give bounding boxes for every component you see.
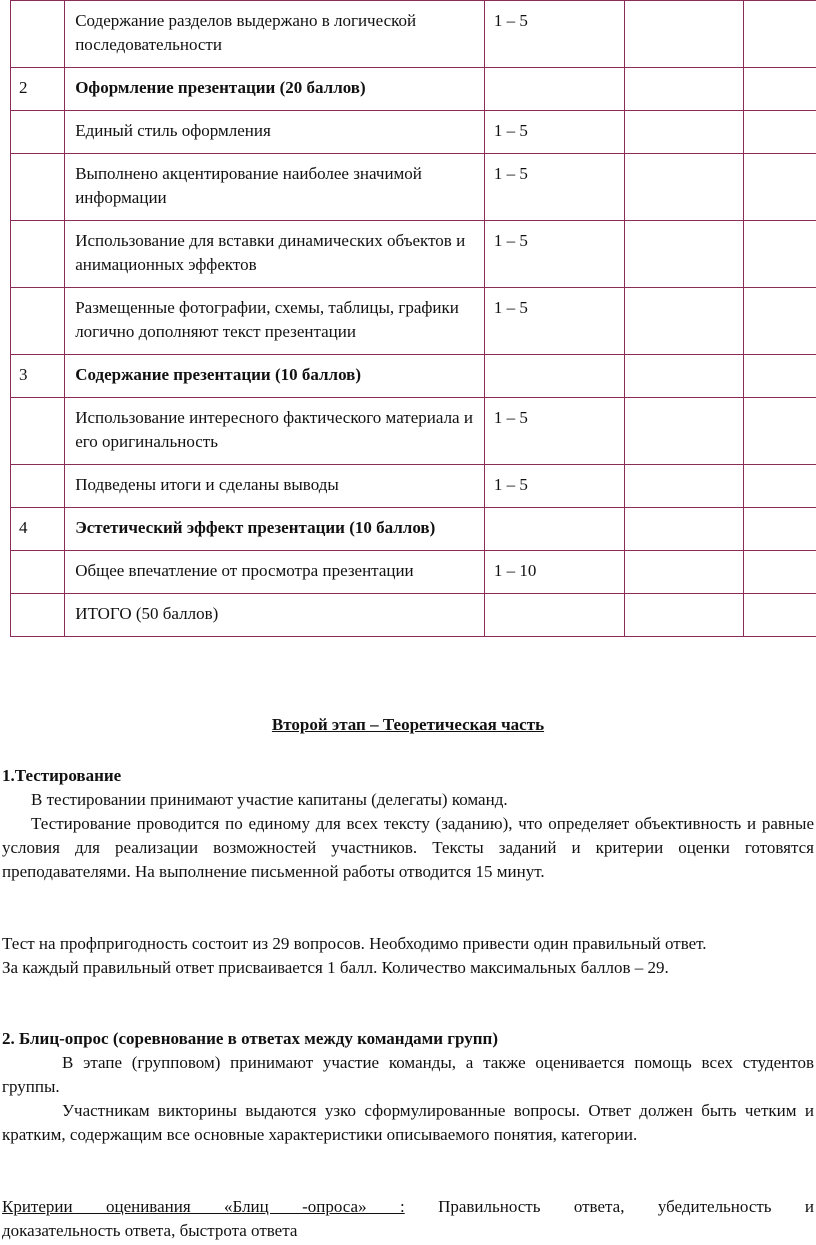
table-row: [11, 398, 816, 465]
section2-title: 2. Блиц-опрос (соревнование в ответах между командами групп): [2, 1029, 498, 1048]
row-empty-cell: [743, 154, 816, 221]
row-score-cell: [484, 68, 624, 111]
row-number-cell: [11, 221, 65, 288]
row-empty-cell: [625, 288, 743, 355]
row-empty-cell: [625, 508, 743, 551]
row-empty-cell: [625, 465, 743, 508]
row-empty-cell: [625, 398, 743, 465]
table-row: [11, 221, 816, 288]
row-empty-cell: [625, 154, 743, 221]
row-criterion-cell: Эстетический эффект презентации (10 баллов): [65, 508, 485, 551]
row-empty-cell: [743, 594, 816, 637]
row-criterion-cell: Размещенные фотографии, схемы, таблицы, графики логично дополняют текст презентации: [65, 288, 485, 355]
row-empty-cell: [625, 221, 743, 288]
section1-paragraph: За каждый правильный ответ присваивается 1 балл. Количество максимальных баллов – 29.: [2, 958, 669, 977]
section1-paragraph: В тестировании принимают участие капитаны (делегаты) команд.: [31, 790, 508, 809]
row-empty-cell: [743, 221, 816, 288]
row-criterion-cell: Единый стиль оформления: [65, 111, 485, 154]
row-empty-cell: [743, 508, 816, 551]
section2-paragraph: Участникам викторины выдаются узко сформулированные вопросы. Ответ должен быть четким и кратким, содержащим все основные характеристики описываемого понятия, категории.: [2, 1101, 814, 1144]
row-criterion-cell: ИТОГО (50 баллов): [65, 594, 485, 637]
row-empty-cell: [743, 1, 816, 68]
row-empty-cell: [625, 355, 743, 398]
table-row: [11, 465, 816, 508]
row-number-cell: [11, 1, 65, 68]
row-criterion-cell: Содержание разделов выдержано в логической последовательности: [65, 1, 485, 68]
row-number-cell: [11, 465, 65, 508]
row-score-cell: 1 – 5: [484, 288, 624, 355]
row-criterion-cell: Использование интересного фактического материала и его оригинальность: [65, 398, 485, 465]
row-number-cell: [11, 154, 65, 221]
section1-paragraph: Тест на профпригодность состоит из 29 вопросов. Необходимо привести один правильный ответ.: [2, 934, 707, 953]
table-row: [11, 111, 816, 154]
row-criterion-cell: Общее впечатление от просмотра презентации: [65, 551, 485, 594]
row-score-cell: 1 – 5: [484, 221, 624, 288]
row-empty-cell: [743, 288, 816, 355]
row-score-cell: [484, 355, 624, 398]
table-row: [11, 68, 816, 111]
criteria-text: Правильность ответа, убедительность и: [438, 1197, 815, 1216]
table-row: [11, 551, 816, 594]
row-empty-cell: [743, 355, 816, 398]
table-row: [11, 594, 816, 637]
row-number-cell: 4: [11, 508, 65, 551]
row-score-cell: 1 – 5: [484, 465, 624, 508]
row-criterion-cell: Использование для вставки динамических объектов и анимационных эффектов: [65, 221, 485, 288]
section2-paragraph: В этапе (групповом) принимают участие команды, а также оценивается помощь всех студентов группы.: [2, 1053, 814, 1096]
row-score-cell: [484, 508, 624, 551]
row-number-cell: [11, 594, 65, 637]
row-criterion-cell: Оформление презентации (20 баллов): [65, 68, 485, 111]
row-score-cell: [484, 594, 624, 637]
row-number-cell: [11, 111, 65, 154]
table-row: [11, 288, 816, 355]
row-score-cell: 1 – 5: [484, 111, 624, 154]
row-number-cell: 2: [11, 68, 65, 111]
section1-paragraph: Тестирование проводится по единому для всех тексту (заданию), что определяет объективность и равные условия для реализации возможностей участников. Тексты заданий и критерии оценки готовятся преподавателями. На выполнение письменной работы отводится 15 минут.: [2, 814, 814, 881]
criteria-label: Критерии оценивания «Блиц -опроса» :: [2, 1197, 405, 1216]
row-empty-cell: [743, 111, 816, 154]
row-score-cell: 1 – 5: [484, 154, 624, 221]
table-row: [11, 508, 816, 551]
row-empty-cell: [743, 465, 816, 508]
section1-body: [2, 788, 814, 884]
row-empty-cell: [743, 68, 816, 111]
row-score-cell: 1 – 10: [484, 551, 624, 594]
table-row: [11, 1, 816, 68]
row-number-cell: [11, 288, 65, 355]
row-empty-cell: [743, 398, 816, 465]
row-empty-cell: [625, 68, 743, 111]
row-empty-cell: [625, 594, 743, 637]
section1-body-2: [2, 932, 814, 980]
criteria-line-2: доказательность ответа, быстрота ответа: [2, 1221, 298, 1240]
table-row: [11, 355, 816, 398]
criteria-block: [2, 1195, 814, 1243]
row-empty-cell: [625, 111, 743, 154]
row-score-cell: 1 – 5: [484, 398, 624, 465]
row-criterion-cell: Выполнено акцентирование наиболее значимой информации: [65, 154, 485, 221]
row-number-cell: [11, 398, 65, 465]
table-row: [11, 154, 816, 221]
criteria-line: [2, 1195, 814, 1219]
stage-heading: Второй этап – Теоретическая часть: [271, 715, 545, 734]
row-empty-cell: [625, 551, 743, 594]
row-score-cell: 1 – 5: [484, 1, 624, 68]
row-number-cell: 3: [11, 355, 65, 398]
row-number-cell: [11, 551, 65, 594]
row-criterion-cell: Подведены итоги и сделаны выводы: [65, 465, 485, 508]
criteria-table: [10, 0, 816, 637]
section2-body: [2, 1051, 814, 1147]
row-criterion-cell: Содержание презентации (10 баллов): [65, 355, 485, 398]
row-empty-cell: [625, 1, 743, 68]
row-empty-cell: [743, 551, 816, 594]
section1-title: 1.Тестирование: [2, 766, 122, 785]
